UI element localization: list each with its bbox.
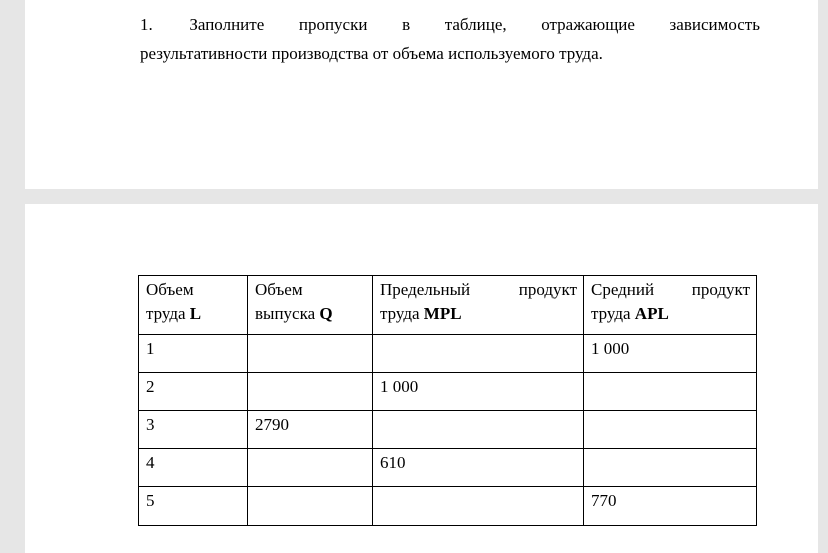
header-line-1: Предельный продукт <box>380 280 577 299</box>
table-cell <box>248 373 373 411</box>
header-line-2: выпуска <box>255 304 320 323</box>
task-line-2: результативности производства от объема используемого труда. <box>140 44 603 63</box>
header-line-1: Объем <box>146 280 194 299</box>
labor-productivity-table <box>138 275 757 526</box>
header-symbol: Q <box>319 304 333 323</box>
task-number: 1. <box>140 15 153 34</box>
document-page-2 <box>25 204 818 553</box>
table-header-row <box>139 276 757 335</box>
header-cell-labor <box>139 276 248 335</box>
table-cell: 1 000 <box>373 373 584 411</box>
header-symbol: APL <box>634 304 669 323</box>
header-line-2: труда <box>591 304 635 323</box>
table-cell: 1 <box>139 335 248 373</box>
table-cell: 4 <box>139 449 248 487</box>
table-cell: 610 <box>373 449 584 487</box>
table-row <box>139 487 757 526</box>
table-cell <box>373 487 584 526</box>
table-cell: 2 <box>139 373 248 411</box>
header-line-1: Объем <box>255 280 303 299</box>
header-symbol: MPL <box>423 304 462 323</box>
header-line-2: труда <box>380 304 424 323</box>
table-cell <box>584 373 757 411</box>
header-cell-mpl <box>373 276 584 335</box>
table-row <box>139 373 757 411</box>
table-cell <box>248 449 373 487</box>
table-cell: 5 <box>139 487 248 526</box>
task-line-1-text: Заполните пропуски в таблице, отражающие зависимость <box>189 15 760 34</box>
task-line-1 <box>140 10 760 39</box>
header-cell-output <box>248 276 373 335</box>
header-symbol: L <box>189 304 202 323</box>
table-cell <box>248 487 373 526</box>
header-cell-apl <box>584 276 757 335</box>
table-cell <box>248 335 373 373</box>
table-cell <box>373 335 584 373</box>
table-cell: 770 <box>584 487 757 526</box>
table-row <box>139 335 757 373</box>
document-page-1 <box>25 0 818 189</box>
table-cell <box>584 411 757 449</box>
task-text <box>140 10 760 68</box>
table-row <box>139 411 757 449</box>
table-cell <box>584 449 757 487</box>
table-cell: 2790 <box>248 411 373 449</box>
table-cell: 3 <box>139 411 248 449</box>
table-cell: 1 000 <box>584 335 757 373</box>
header-line-2: труда <box>146 304 190 323</box>
table-row <box>139 449 757 487</box>
table-cell <box>373 411 584 449</box>
header-line-1: Средний продукт <box>591 280 750 299</box>
